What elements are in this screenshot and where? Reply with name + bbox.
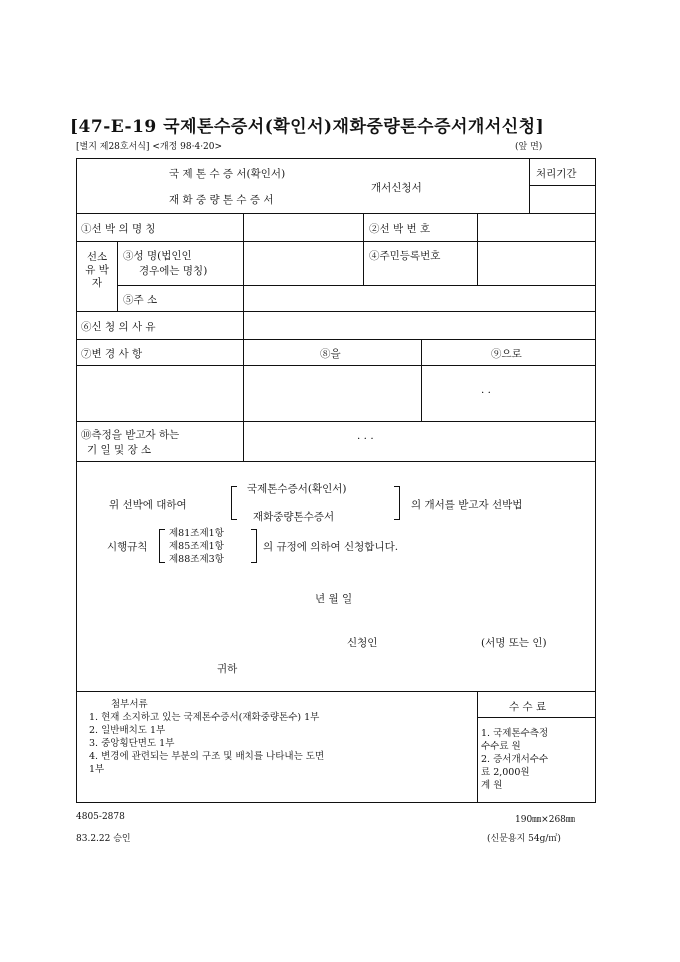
paper-size: 190㎜×268㎜ (515, 815, 575, 825)
col-divider (363, 213, 364, 285)
approval-date: 83.2.22 승인 (76, 834, 131, 844)
regs-suffix: 의 규정에 의하여 신청합니다. (263, 541, 399, 553)
fee-line: 계 원 (481, 780, 503, 791)
owner-name-label-line1: ③성 명(법인인 (123, 250, 192, 262)
regs-prefix: 시행규칙 (107, 541, 148, 553)
body-suffix: 의 개서를 받고자 선박법 (411, 499, 523, 511)
recipient-label: 귀하 (217, 663, 238, 675)
processing-period-label: 처리기간 (536, 168, 577, 180)
col-divider (477, 213, 478, 285)
fee-line: 2. 증서개서수수 (481, 754, 549, 765)
col-divider (421, 339, 422, 421)
col-divider (477, 691, 478, 802)
attachment-item: 3. 중앙횡단면도 1부 (89, 738, 175, 749)
fee-line: 수수료 원 (481, 741, 521, 752)
attachments-title: 첨부서류 (111, 699, 148, 710)
page-side: (앞 면) (515, 142, 543, 152)
change-from-label: ⑧을 (320, 348, 341, 360)
inspection-dots: · · · (357, 433, 374, 445)
right-bracket (251, 529, 257, 563)
row-divider (477, 717, 595, 718)
application-form (76, 158, 596, 803)
body-prefix: 위 선박에 대하여 (109, 499, 187, 511)
row-divider (77, 421, 595, 422)
row-divider (77, 461, 595, 462)
row-divider (77, 311, 595, 312)
left-bracket (231, 486, 237, 520)
applicant-label: 신청인 (347, 637, 378, 649)
col-divider (529, 159, 530, 213)
inspection-label-line2: 기 일 및 장 소 (87, 444, 152, 456)
form-title-line1: 국 제 톤 수 증 서(확인서) (169, 168, 286, 180)
reason-label: ⑥신 청 의 사 유 (81, 321, 156, 333)
attachment-item: 4. 변경에 관련되는 부분의 구조 및 배치를 나타내는 도면 (89, 751, 325, 762)
attachment-item: 1. 현재 소지하고 있는 국제톤수증서(재화중량톤수) 1부 (89, 712, 320, 723)
address-label: ⑤주 소 (123, 294, 158, 306)
fee-line: 료 2,000원 (481, 767, 530, 778)
inspection-label-line1: ⑩측정을 받고자 하는 (81, 429, 180, 441)
change-to-label: ⑨으로 (491, 348, 522, 360)
col-divider (117, 241, 118, 311)
row-divider (529, 185, 595, 186)
document-title: [47-E-19 국제톤수증서(확인서)재화중량톤수증서개서신청] (70, 117, 545, 137)
vessel-name-label: ①선 박 의 명 칭 (81, 223, 156, 235)
regulation-1: 제81조제1항 (169, 528, 224, 539)
resident-number-label: ④주민등록번호 (369, 250, 441, 262)
row-divider (77, 339, 595, 340)
row-divider (77, 241, 595, 242)
date-line: 년 월 일 (315, 593, 353, 605)
right-bracket (394, 486, 400, 520)
regulation-3: 제88조제3항 (169, 554, 224, 565)
attachment-item: 2. 일반배치도 1부 (89, 725, 166, 736)
form-title-line2: 재 화 중 량 톤 수 증 서 (169, 194, 274, 206)
changes-label: ⑦변 경 사 항 (81, 348, 143, 360)
row-divider (77, 365, 595, 366)
left-bracket (159, 529, 165, 563)
body-option-1: 국제톤수증서(확인서) (247, 483, 347, 495)
col-divider (243, 213, 244, 461)
change-to-dots: · · (481, 387, 492, 399)
row-divider (77, 691, 595, 692)
fee-title: 수 수 료 (509, 701, 547, 713)
row-divider (117, 285, 595, 286)
ship-owner-group-label: 선소 유 박자 (85, 251, 109, 289)
form-title-right: 개서신청서 (371, 182, 422, 194)
regulation-2: 제85조제1항 (169, 541, 224, 552)
owner-name-label-line2: 경우에는 명칭) (139, 265, 208, 277)
form-code: 4805-2878 (76, 812, 125, 822)
attachment-item: 1부 (89, 764, 105, 775)
row-divider (77, 213, 595, 214)
form-number: [별지 제28호서식] <개정 98·4·20> (76, 142, 223, 152)
fee-line: 1. 국제톤수측정 (481, 728, 549, 739)
vessel-number-label: ②선 박 번 호 (369, 223, 431, 235)
signature-label: (서명 또는 인) (481, 637, 547, 649)
paper-type: (신문용지 54g/㎡) (487, 834, 561, 844)
body-option-2: 재화중량톤수증서 (253, 511, 335, 523)
